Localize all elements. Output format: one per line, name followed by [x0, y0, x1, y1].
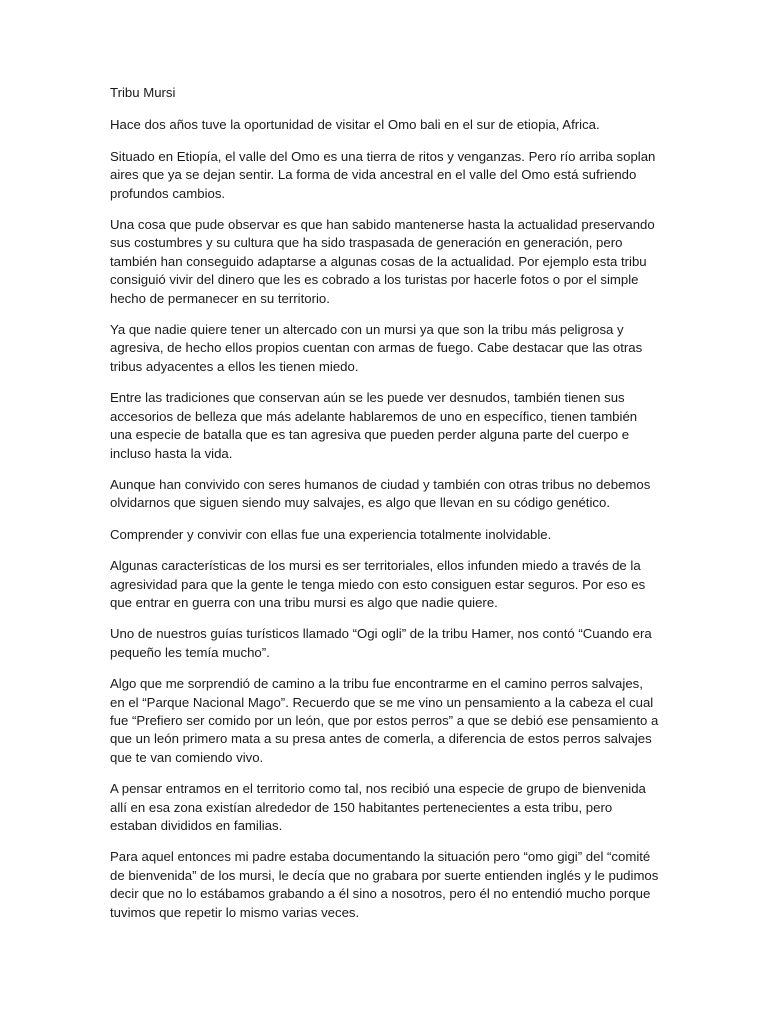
paragraph-11: A pensar entramos en el territorio como tal, nos recibió una especie de grupo de bienvenida allí en esa zona existían alrededor de 150 habitantes pertenecientes a esta tribu, pero estaban divididos en familias.	[110, 781, 646, 833]
paragraph-4: Ya que nadie quiere tener un altercado con un mursi ya que son la tribu más peligrosa y agresiva, de hecho ellos propios cuentan con armas de fuego. Cabe destacar que las otras tribus adyacentes a ellos les tienen miedo.	[110, 322, 643, 374]
paragraph-6: Aunque han convivido con seres humanos de ciudad y también con otras tribus no debemos olvidarnos que siguen siendo muy salvajes, es algo que llevan en su código genético.	[110, 476, 651, 511]
paragraph-2: Situado en Etiopía, el valle del Omo es una tierra de ritos y venganzas. Pero río arriba soplan aires que ya se dejan sentir. La forma de vida ancestral en el valle del Omo está sufriendo profundos cambios.	[110, 148, 656, 201]
paragraph-1: Hace dos años tuve la oportunidad de visitar el Omo bali en el sur de etiopia, Africa.	[110, 117, 600, 133]
document-title: Tribu Mursi	[110, 85, 176, 100]
paragraph-3: Una cosa que pude observar es que han sabido mantenerse hasta la actualidad preservando sus costumbres y su cultura que ha sido traspasada de generación en generación, pero también han conseguido adaptarse a algunas cosas de la actualidad. Por ejemplo esta tribu consiguió vivir del dinero que les es cobrado a los turistas por hacerle fotos o por el simple hecho de permanecer en su territorio.	[110, 217, 655, 306]
paragraph-8: Algunas características de los mursi es ser territoriales, ellos infunden miedo a través de la agresividad para que la gente le tenga miedo con esto consiguen estar seguros. Por eso es que entrar en guerra con una tribu mursi es algo que nadie quiere.	[110, 558, 646, 610]
paragraph-12: Para aquel entonces mi padre estaba documentando la situación pero “omo gigi” del “comité de bienvenida” de los mursi, le decía que no grabara por suerte entienden inglés y le pudimos decir que no lo estábamos grabando a él sino a nosotros, pero él no entendió mucho porque tuvimos que repetir lo mismo varias veces.	[110, 849, 659, 920]
paragraph-10: Algo que me sorprendió de camino a la tribu fue encontrarme en el camino perros salvajes, en el “Parque Nacional Mago”. Recuerdo que se me vino un pensamiento a la cabeza el cual fue “Prefiero ser comido por un león, que por estos perros” a que se debió ese pensamiento a que un león primero mata a su presa antes de comerla, a diferencia de estos perros salvajes que te van comiendo vivo.	[110, 676, 659, 765]
document-page	[110, 84, 660, 935]
paragraph-9: Uno de nuestros guías turísticos llamado “Ogi ogli” de la tribu Hamer, nos contó “Cuando era pequeño les temía mucho”.	[110, 626, 652, 660]
paragraph-7: Comprender y convivir con ellas fue una experiencia totalmente inolvidable.	[110, 526, 552, 542]
paragraph-5: Entre las tradiciones que conservan aún se les puede ver desnudos, también tienen sus accesorios de belleza que más adelante hablaremos de uno en específico, tienen también una especie de batalla que es tan agresiva que pueden perder alguna parte del cuerpo e incluso hasta la vida.	[110, 390, 638, 461]
